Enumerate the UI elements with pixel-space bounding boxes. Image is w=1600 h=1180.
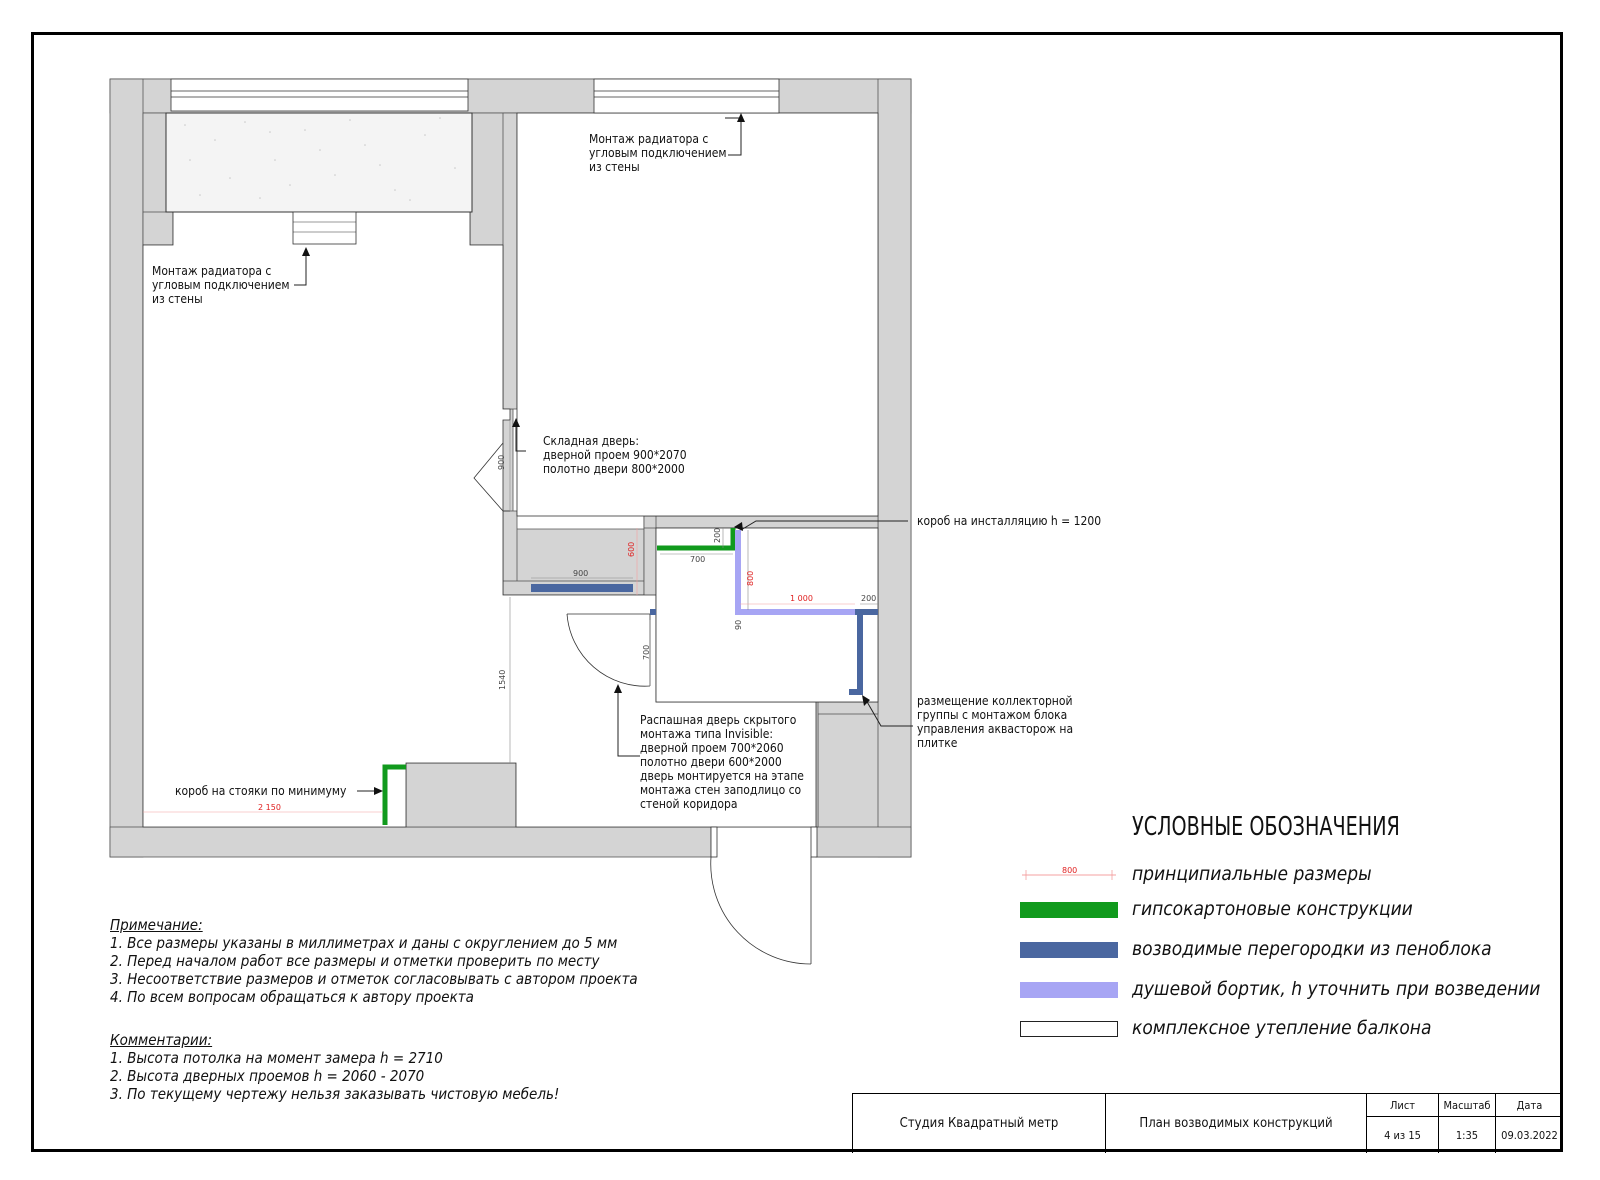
- notes-line: 2. Перед началом работ все размеры и отметки проверить по месту: [110, 952, 600, 970]
- dim-800: 800: [746, 570, 755, 586]
- studio-name: Студия Квадратный метр: [852, 1094, 1105, 1153]
- legend-label: душевой бортик, h уточнить при возведении: [1132, 978, 1541, 1000]
- sheet-value: 4 из 15: [1366, 1117, 1438, 1153]
- insulation-swatch: [1020, 1021, 1118, 1037]
- dim-2150: 2 150: [258, 803, 281, 812]
- dimension-sample-icon: [1020, 863, 1120, 887]
- notes-line: 1. Все размеры указаны в миллиметрах и даны с округлением до 5 мм: [110, 934, 618, 952]
- notes-line: 3. Несоответствие размеров и отметок согласовывать с автором проекта: [110, 970, 638, 988]
- dim-1540: 1540: [498, 669, 507, 690]
- dim-200-b: 200: [861, 594, 877, 603]
- legend-item-dimensions: [1020, 863, 1560, 887]
- dim-600: 600: [627, 541, 636, 557]
- comments-header: Комментарии:: [110, 1031, 213, 1049]
- dim-900-wall: 900: [573, 569, 589, 578]
- comments-line: 3. По текущему чертежу нельзя заказывать чистовую мебель!: [110, 1085, 560, 1103]
- legend-item-insulation: [1020, 1017, 1560, 1041]
- scale-value: 1:35: [1438, 1117, 1495, 1153]
- entrance-door: [711, 827, 817, 964]
- comments-line: 2. Высота дверных проемов h = 2060 - 2070: [110, 1067, 425, 1085]
- legend-item-drywall: [1020, 898, 1560, 922]
- sheet-label: Лист: [1366, 1094, 1438, 1117]
- scale-label: Масштаб: [1438, 1094, 1495, 1117]
- legend-sample-dim: 800: [1062, 866, 1078, 875]
- dim-700-b: 700: [642, 644, 651, 660]
- notes-header: Примечание:: [110, 916, 203, 934]
- callout-radiator-left: Монтаж радиатора с угловым подключением из стены: [152, 264, 290, 306]
- foamblock-swatch: [1020, 942, 1118, 958]
- title-block: [852, 1093, 1563, 1153]
- drywall-swatch: [1020, 902, 1118, 918]
- date-value: 09.03.2022: [1495, 1117, 1563, 1153]
- legend-title: УСЛОВНЫЕ ОБОЗНАЧЕНИЯ: [1132, 812, 1400, 842]
- shower-curb-swatch: [1020, 982, 1118, 998]
- callout-folding-door: Складная дверь: дверной проем 900*2070 полотно двери 800*2000: [543, 434, 687, 476]
- legend-label: принципиальные размеры: [1132, 863, 1372, 885]
- callout-collector: размещение коллекторной группы с монтажом блока управления аквасторож на плитке: [917, 694, 1074, 750]
- callout-box-installation: короб на инсталляцию h = 1200: [917, 514, 1102, 528]
- dim-900-door: 900: [497, 454, 506, 470]
- legend-label: гипсокартоновые конструкции: [1132, 898, 1413, 920]
- sheet-title: План возводимых конструкций: [1105, 1094, 1366, 1153]
- comments-section: [110, 1031, 559, 1103]
- callout-riser-box: короб на стояки по минимуму: [175, 784, 347, 798]
- dim-200-a: 200: [713, 527, 722, 543]
- legend-label: комплексное утепление балкона: [1132, 1017, 1432, 1039]
- comments-line: 1. Высота потолка на момент замера h = 2710: [110, 1049, 443, 1067]
- date-label: Дата: [1495, 1094, 1563, 1117]
- callout-swing-door: Распашная дверь скрытого монтажа типа Invisible: дверной проем 700*2060 полотно двери 600*2000 дверь монтируется на этапе монтажа стен заподлицо со стеной коридора: [640, 713, 804, 811]
- callout-radiator-right: Монтаж радиатора с угловым подключением из стены: [589, 132, 727, 174]
- notes-section: [110, 916, 638, 1006]
- legend-item-shower-curb: [1020, 978, 1560, 1002]
- dim-1000: 1 000: [790, 594, 813, 603]
- legend-label: возводимые перегородки из пеноблока: [1132, 938, 1492, 960]
- dim-700-a: 700: [690, 555, 706, 564]
- dim-90: 90: [734, 619, 743, 630]
- notes-line: 4. По всем вопросам обращаться к автору проекта: [110, 988, 474, 1006]
- legend-item-foamblock: [1020, 938, 1560, 962]
